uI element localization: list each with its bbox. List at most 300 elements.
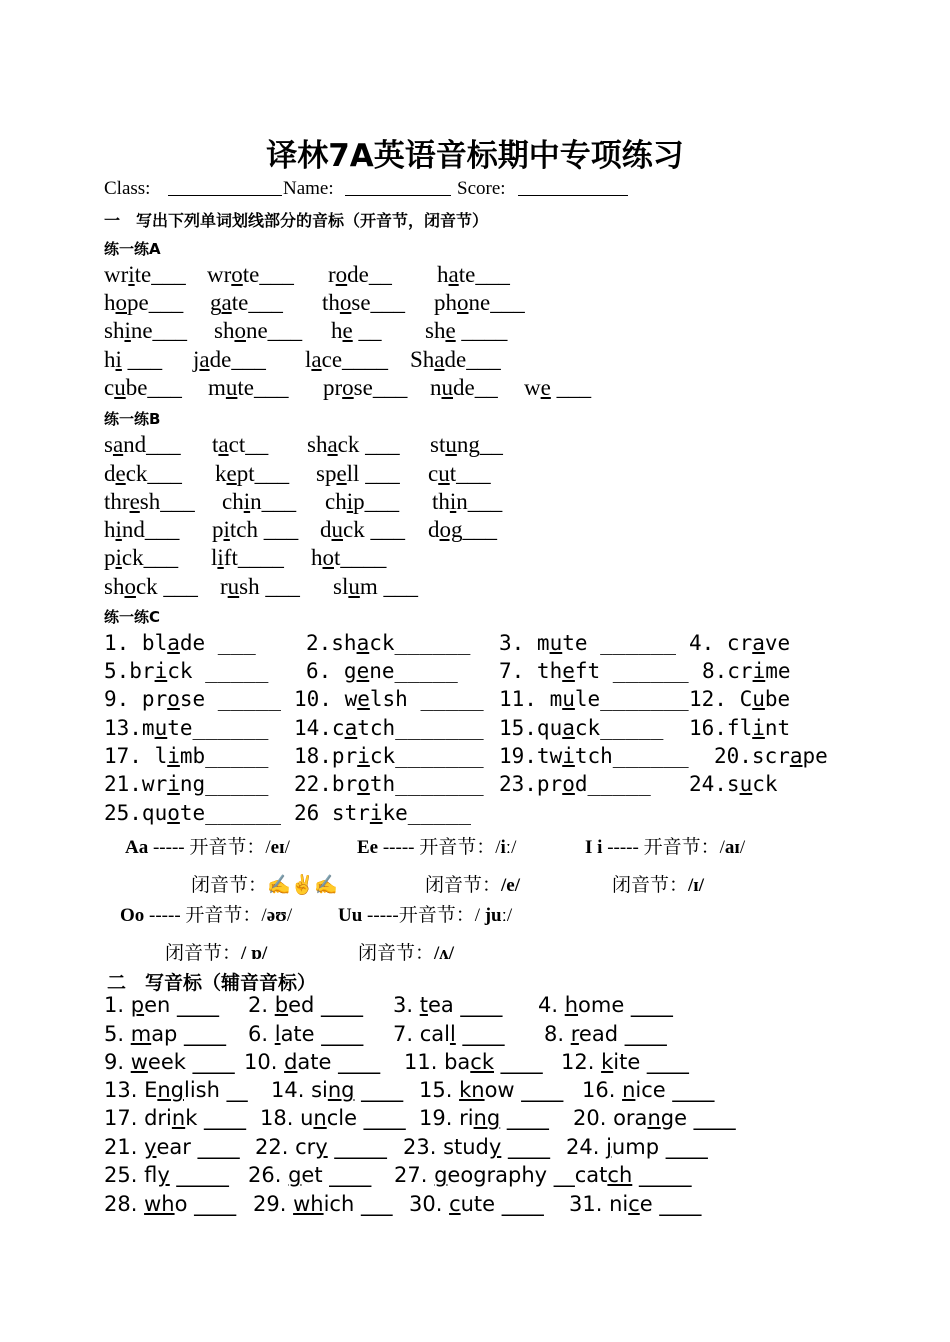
partb-item[interactable] [104,575,198,598]
word-text: _____ [632,1163,692,1187]
parta-item[interactable] [430,376,498,399]
underlined-letters: m [130,1022,152,1046]
parta-item[interactable] [434,291,525,314]
word-text: ____ [354,1078,404,1102]
parta-item[interactable] [524,376,591,399]
word-text: 15.qu [499,716,563,740]
word-text: ll ___ [346,461,400,486]
parta-item[interactable] [214,319,302,342]
part2-item[interactable] [248,1165,371,1186]
word-text: wr [207,262,232,287]
word-text: h [311,545,323,570]
word-text: sl [333,574,349,599]
partb-item[interactable] [320,518,405,541]
underlined-letters: b [274,993,289,1017]
word-text: pt___ [236,461,290,486]
underlined-letters: g [434,1163,448,1187]
word-text: 19. ri [419,1106,474,1130]
underlined-letters: i [115,517,122,542]
underlined-letters: y [144,1135,157,1159]
underlined-letters: i [115,347,122,372]
underlined-letters: i [346,489,354,514]
underlined-letters: e [540,375,551,400]
underlined-letters: e [226,461,237,486]
word-text: h [104,347,116,372]
word-text: te___ [237,375,289,400]
word-text: t [212,432,219,457]
underlined-letters: w [130,1050,148,1074]
part2-item[interactable] [582,1080,714,1101]
word-text: ct__ [228,432,269,457]
word-text: ute ____ [460,1192,544,1216]
word-text: ite ____ [613,1050,689,1074]
word-text: ke_____ [382,801,472,825]
partb-item[interactable] [325,490,399,513]
parta-item[interactable] [328,263,392,286]
word-text: th [432,489,450,514]
parta-item[interactable] [207,263,294,286]
word-text: ear ____ [156,1135,240,1159]
word-text: l [305,347,312,372]
partc-item[interactable] [689,689,790,710]
word-text: ck_____ [574,716,664,740]
underlined-letters: i [369,801,383,825]
word-text: h [104,517,116,542]
word-text: en ____ [144,993,219,1017]
summary-ii: I i ----- 开音节：/aɪ/ [585,837,746,858]
word-text: ce____ [321,347,389,372]
parta-item[interactable] [323,376,407,399]
partc-item[interactable] [294,746,484,767]
underlined-letters: i [217,545,224,570]
partc-item[interactable] [294,803,471,824]
name-blank[interactable] [345,195,451,196]
underlined-letters: e [115,461,126,486]
partc-item[interactable] [689,633,790,654]
word-text: ck [752,772,778,796]
partb-item[interactable] [215,462,289,485]
underlined-letters: e [562,659,575,683]
underlined-letters: i [562,744,575,768]
underlined-letters: y [488,1135,502,1159]
underlined-letters: u [331,517,343,542]
partc-item[interactable] [294,689,484,710]
underlined-letters: a [562,716,575,740]
word-text: 15. [419,1078,460,1102]
part2-item[interactable] [255,1137,387,1158]
parta-item[interactable] [193,348,266,371]
part2-item[interactable] [404,1052,543,1073]
part2-item[interactable] [419,1080,563,1101]
word-text: 29. [253,1192,294,1216]
word-text: 14.c [294,716,345,740]
part2-item[interactable] [419,1108,549,1129]
word-text: _____ [169,1163,229,1187]
word-text: n___ [250,489,297,514]
word-text: h [331,318,343,343]
word-text: de__ [347,262,392,287]
word-text: se___ [351,290,406,315]
underlined-letters: i [243,489,251,514]
partb-item[interactable] [311,546,386,569]
underlined-letters: kn [459,1078,485,1102]
partb-item[interactable] [211,546,284,569]
word-text: sh [104,574,125,599]
word-text: h [104,290,116,315]
underlined-letters: o [342,375,354,400]
part2-item[interactable] [271,1080,403,1101]
word-text: 3. m [499,631,550,655]
word-text: __ [352,318,382,343]
part2-item[interactable] [569,1194,701,1215]
word-text: be___ [125,375,182,400]
word-text: te______ [179,801,282,825]
partc-item[interactable] [689,718,790,739]
word-text: sh [104,318,125,343]
score-label: Score: [457,178,506,199]
word-text: 6. g [306,659,357,683]
part2-item[interactable] [573,1108,736,1129]
partb-item[interactable] [430,433,503,456]
summary-aa-closed: 闭音节：✍✌✍ [191,875,338,896]
word-text: mb_____ [179,744,269,768]
word-text: ____ [494,1050,543,1074]
partc-item[interactable] [306,661,458,682]
partc-item[interactable] [104,746,268,767]
word-text: 7. cal [393,1022,450,1046]
underlined-letters: a [218,432,229,457]
parta-item[interactable] [331,319,381,342]
word-text: sh [425,318,446,343]
word-text: ____ [501,1135,551,1159]
word-text: 30. [409,1192,450,1216]
part2-item[interactable] [248,995,363,1016]
underlined-letters: i [167,744,180,768]
word-text: k ____ [185,1106,247,1130]
word-text: 18. u [260,1106,314,1130]
partb-item[interactable] [333,575,418,598]
word-text: ve [764,631,791,655]
word-text: ck___ [125,461,182,486]
partb-item[interactable] [212,433,268,456]
partb-item[interactable] [316,462,400,485]
partc-item[interactable] [499,689,689,710]
part2-item[interactable] [104,1165,229,1186]
partb-item[interactable] [104,546,178,569]
partb-item[interactable] [428,462,491,485]
word-text: ed ____ [288,993,363,1017]
word-text: le_______ [574,687,689,711]
word-text: ____ [455,1022,505,1046]
partc-item[interactable] [499,633,676,654]
word-text: p [104,545,116,570]
summary-ee-closed: 闭音节：/e/ [425,875,521,896]
underlined-letters: y [157,1163,170,1187]
word-text: 11. ba [404,1050,471,1074]
summary-ee: Ee ----- 开音节：/iː/ [357,837,517,858]
underlined-letters: u [549,631,563,655]
part2-item[interactable] [260,1108,406,1129]
part2-item[interactable] [566,1137,708,1158]
underlined-letters: i [124,318,131,343]
word-text: 11. m [499,687,563,711]
part2-item[interactable] [393,1024,505,1045]
word-text: m ___ [359,574,418,599]
word-text: nd___ [121,517,180,542]
part2-item[interactable] [538,995,673,1016]
underlined-letters: u [225,375,238,400]
parta-item[interactable] [305,348,388,371]
part2-item[interactable] [403,1137,550,1158]
underlined-letters: a [167,631,180,655]
partb-item[interactable] [307,433,400,456]
word-text: p___ [353,489,400,514]
partb-item[interactable] [432,490,502,513]
partc-item[interactable] [104,633,256,654]
parta-item[interactable] [425,319,507,342]
word-text: te___ [231,290,283,315]
parta-item[interactable] [104,263,186,286]
partc-item[interactable] [104,774,268,795]
partb-item[interactable] [104,433,181,456]
underlined-letters: o [124,574,136,599]
word-text: lsh _____ [369,687,484,711]
word-text: d_____ [574,772,651,796]
part2-item[interactable] [244,1052,380,1073]
word-text: de___ [209,347,266,372]
summary-uu: Uu -----开音节：/ juː/ [338,905,513,926]
partb-item[interactable] [222,490,296,513]
partb-item[interactable] [104,490,195,513]
underlined-letters: og [439,517,463,542]
word-text: 17. dri [104,1106,172,1130]
score-blank[interactable] [518,195,628,196]
parta-item[interactable] [322,291,405,314]
class-label: Class: [104,178,151,199]
word-text: wr [104,262,129,287]
part2-item[interactable] [394,1165,691,1186]
word-text: sh [307,432,328,457]
underlined-letters: a [448,262,459,287]
partc-item[interactable] [499,746,689,767]
partc-item[interactable] [104,803,281,824]
parta-item[interactable] [104,291,183,314]
word-text: te___ [134,262,186,287]
partc-item[interactable] [702,661,791,682]
word-text: ne___ [245,318,303,343]
part2-item[interactable] [409,1194,544,1215]
underlined-letters: g [288,1163,302,1187]
word-text: ____ [455,318,508,343]
underlined-letters: u [562,687,575,711]
word-text: ap ____ [151,1022,227,1046]
word-text: tch_______ [357,716,484,740]
partc-item[interactable] [499,718,663,739]
word-text: l [211,545,218,570]
underlined-letters: o [234,318,246,343]
word-text: m [208,375,226,400]
underlined-letters: u [441,375,453,400]
underlined-letters: u [154,716,168,740]
underlined-letters: o [562,772,575,796]
underlined-letters: n [313,1106,327,1130]
underlined-letters: a [112,432,124,457]
underlined-letters: i [115,545,122,570]
word-text: ump ____ [611,1135,708,1159]
word-text: ft____ [223,545,284,570]
word-text: ck______ [369,631,471,655]
underlined-letters: o [457,290,469,315]
underlined-letters: u [348,574,360,599]
part2-item[interactable] [104,1052,235,1073]
word-text: me [765,659,791,683]
partb-item[interactable] [428,518,497,541]
word-text: ead ____ [578,1022,667,1046]
word-text: pe___ [127,290,184,315]
underlined-letters: o [167,687,180,711]
word-text: w [524,375,541,400]
underlined-letters: e [129,489,140,514]
word-text: pr [323,375,343,400]
partc-item[interactable] [499,661,689,682]
word-text: lish __ [183,1078,248,1102]
underlined-letters: n [171,1106,186,1130]
parta-item[interactable] [208,376,289,399]
underlined-letters: i [357,744,370,768]
partb-item[interactable] [104,462,182,485]
word-text: se _____ [179,687,282,711]
underlined-letters: e [445,318,456,343]
word-text: nt [764,716,791,740]
part2-item[interactable] [104,1108,246,1129]
word-text: ng_____ [179,772,269,796]
word-text: 16. [582,1078,623,1102]
class-blank[interactable] [168,195,282,196]
word-text: te______ [167,716,269,740]
underlined-letters: u [438,461,450,486]
underlined-letters: u [739,772,753,796]
underlined-letters: l [274,1022,281,1046]
word-text: 3. [393,993,420,1017]
part2-item[interactable] [253,1194,392,1215]
part2-item[interactable] [104,995,219,1016]
word-text: ____ [500,1106,549,1130]
word-text: 14. si [271,1078,328,1102]
word-text: ft ______ [574,659,689,683]
partc-item[interactable] [104,718,268,739]
part2-item[interactable] [104,1024,226,1045]
word-text: ow ____ [484,1078,564,1102]
word-text: cle ____ [326,1106,406,1130]
word-text: th_______ [369,772,484,796]
word-text: j [193,347,200,372]
part2-item[interactable] [104,1194,236,1215]
word-text: d [320,517,332,542]
underlined-letters: wh [293,1192,324,1216]
part2-item[interactable] [393,995,502,1016]
part2-item[interactable] [544,1024,667,1045]
underlined-letters: o [167,801,180,825]
word-text: ate ____ [297,1050,381,1074]
word-text: 17. l [104,744,168,768]
partc-item[interactable] [306,633,470,654]
word-text: 2.sh [306,631,357,655]
partb-item[interactable] [212,518,298,541]
word-text: ck_______ [369,744,484,768]
underlined-letters: t [419,993,428,1017]
underlined-letters: a [199,347,210,372]
partc-item[interactable] [104,689,281,710]
word-text: 20.scr [714,744,790,768]
word-text: ___ [121,347,163,372]
partc-item[interactable] [294,774,484,795]
word-text: 1. [104,993,131,1017]
partc-item[interactable] [499,774,651,795]
word-text: 26. [248,1163,289,1187]
word-text: 13.m [104,716,155,740]
word-text: 16.fl [689,716,753,740]
part-b-label: 练一练B [104,410,161,428]
partb-item[interactable] [220,575,300,598]
word-text: 13. E [104,1078,158,1102]
underlined-letters: u [445,432,457,457]
word-text: pe [802,744,828,768]
partc-item[interactable] [104,661,268,682]
partc-item[interactable] [689,774,778,795]
word-text: 8. [544,1022,571,1046]
word-text: ___ [550,375,592,400]
word-text: h [437,262,449,287]
part2-item[interactable] [104,1137,240,1158]
section-one-heading: 一 写出下列单词划线部分的音标（开音节，闭音节） [104,211,489,230]
word-text: ice ____ [635,1078,715,1102]
summary-oo-closed: 闭音节：/ ɒ/ [165,943,268,964]
partc-item[interactable] [294,718,484,739]
part2-item[interactable] [248,1024,363,1045]
word-text: 7. th [499,659,563,683]
parta-item[interactable] [104,319,187,342]
parta-item[interactable] [437,263,510,286]
word-text: 5.br [104,659,155,683]
word-text: de__ [453,375,498,400]
word-text: ich ___ [323,1192,393,1216]
word-text: 23.pr [499,772,563,796]
word-text: Sh [410,347,435,372]
underlined-letters: o [357,772,370,796]
word-text: 20. ora [573,1106,648,1130]
word-text: ne___ [130,318,188,343]
word-text: _____ [327,1135,387,1159]
word-text: ne___ [468,290,525,315]
part2-item[interactable] [104,1080,248,1101]
word-text: 10. [244,1050,285,1074]
summary-aa: Aa ----- 开音节：/eɪ/ [125,837,290,858]
word-text: r [328,262,336,287]
parta-item[interactable] [410,348,501,371]
underlined-letters: o [231,262,243,287]
parta-item[interactable] [104,376,182,399]
partb-item[interactable] [104,518,179,541]
parta-item[interactable] [104,348,162,371]
underlined-letters: i [128,262,135,287]
word-text: ome ____ [578,993,673,1017]
part2-item[interactable] [561,1052,689,1073]
parta-item[interactable] [210,291,283,314]
summary-oo: Oo ----- 开音节：/əʊ/ [120,905,293,926]
word-text: te___ [458,262,510,287]
partc-item[interactable] [714,746,828,767]
underlined-letters: a [344,716,358,740]
